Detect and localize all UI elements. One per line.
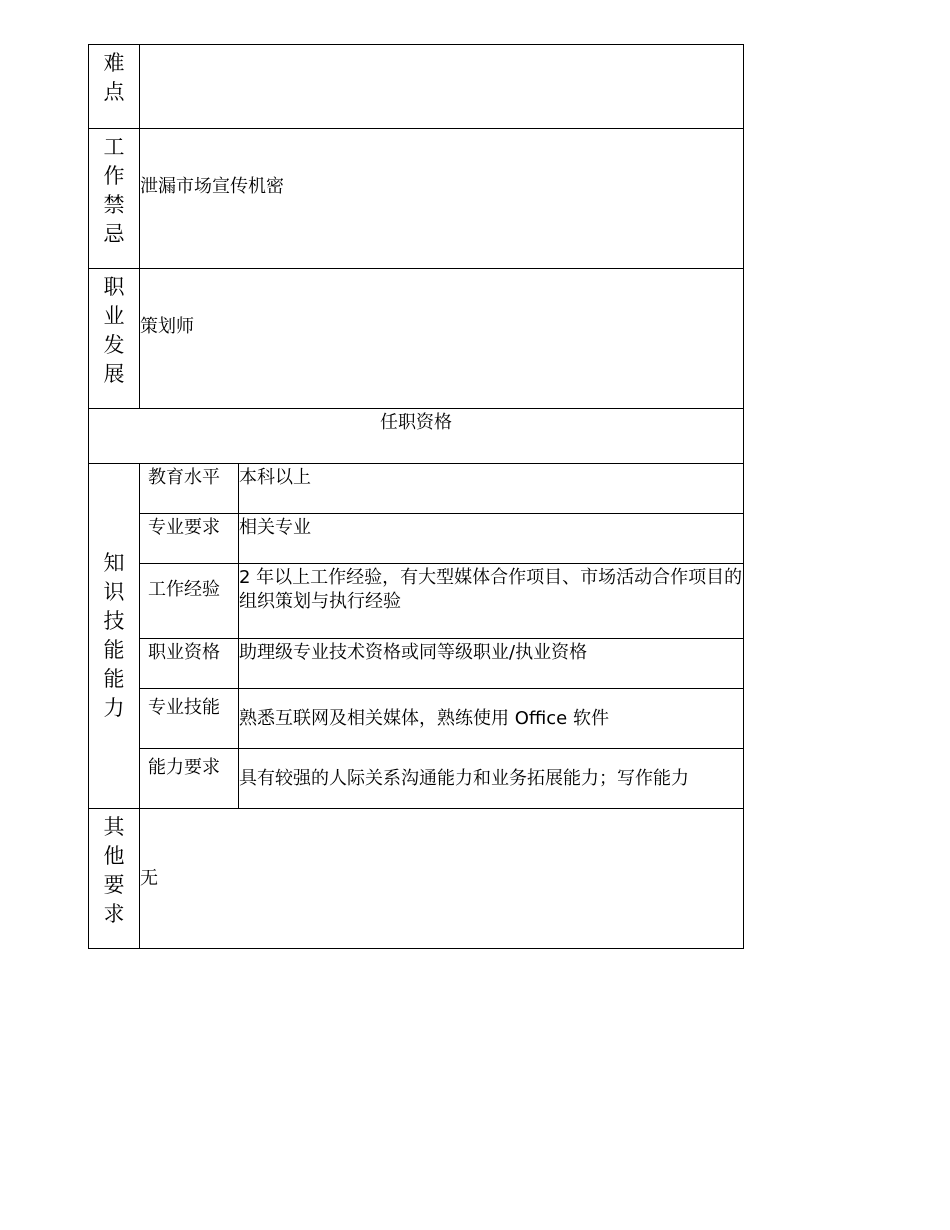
difficulty-label: 难点 bbox=[103, 51, 125, 104]
knowledge-label: 知识技能能力 bbox=[103, 551, 125, 720]
knowledge-row-skills bbox=[89, 689, 744, 749]
row-career-development bbox=[89, 269, 744, 409]
qualification-section-title: 任职资格 bbox=[89, 409, 744, 464]
major-value: 相关专业 bbox=[239, 514, 744, 564]
certification-value: 助理级专业技术资格或同等级职业/执业资格 bbox=[239, 639, 744, 689]
row-other-requirements bbox=[89, 809, 744, 949]
career-label-cell bbox=[89, 269, 140, 409]
other-value: 无 bbox=[140, 809, 744, 949]
knowledge-label-cell bbox=[89, 464, 140, 809]
taboo-label-cell bbox=[89, 129, 140, 269]
career-label: 职业发展 bbox=[103, 275, 125, 386]
difficulty-label-cell bbox=[89, 45, 140, 129]
education-value: 本科以上 bbox=[239, 464, 744, 514]
job-description-table bbox=[88, 44, 744, 949]
experience-value: 2 年以上工作经验，有大型媒体合作项目、市场活动合作项目的组织策划与执行经验 bbox=[239, 564, 744, 639]
skills-label: 专业技能 bbox=[140, 689, 239, 749]
row-work-taboo bbox=[89, 129, 744, 269]
row-qualification-title bbox=[89, 409, 744, 464]
other-label-cell bbox=[89, 809, 140, 949]
ability-value: 具有较强的人际关系沟通能力和业务拓展能力；写作能力 bbox=[239, 749, 744, 809]
career-value: 策划师 bbox=[140, 269, 744, 409]
taboo-value: 泄漏市场宣传机密 bbox=[140, 129, 744, 269]
difficulty-value bbox=[140, 45, 744, 129]
knowledge-row-experience bbox=[89, 564, 744, 639]
skills-value: 熟悉互联网及相关媒体，熟练使用 Office 软件 bbox=[239, 689, 744, 749]
certification-label: 职业资格 bbox=[140, 639, 239, 689]
ability-label: 能力要求 bbox=[140, 749, 239, 809]
major-label: 专业要求 bbox=[140, 514, 239, 564]
row-difficulty bbox=[89, 45, 744, 129]
knowledge-row-major bbox=[89, 514, 744, 564]
knowledge-row-ability bbox=[89, 749, 744, 809]
knowledge-row-education bbox=[89, 464, 744, 514]
knowledge-row-certification bbox=[89, 639, 744, 689]
education-label: 教育水平 bbox=[140, 464, 239, 514]
experience-label: 工作经验 bbox=[140, 564, 239, 639]
other-label: 其他要求 bbox=[103, 815, 125, 926]
taboo-label: 工作禁忌 bbox=[103, 135, 125, 246]
